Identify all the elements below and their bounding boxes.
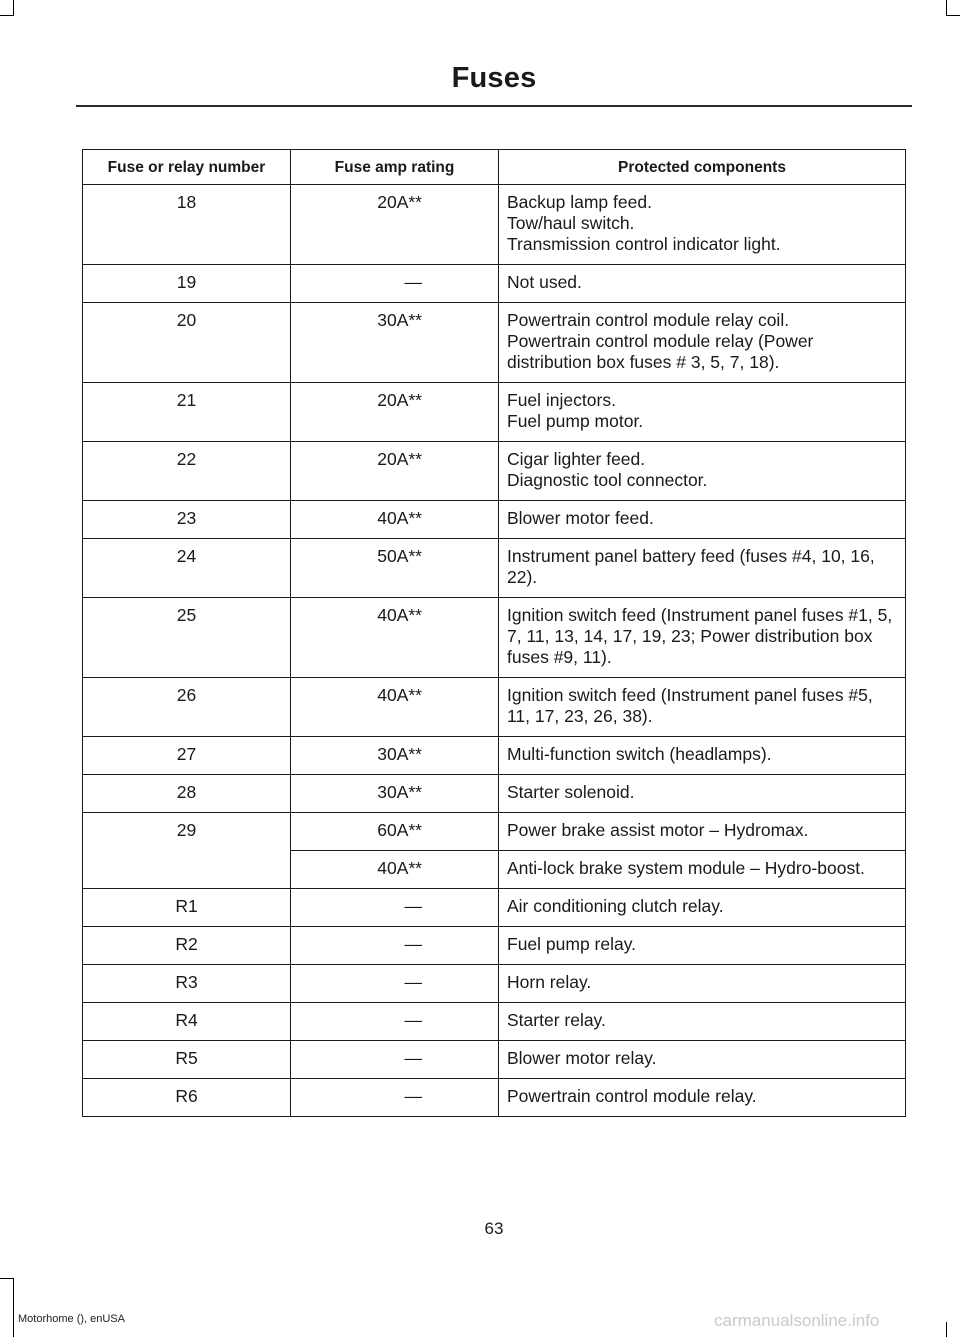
column-header-protected-components: Protected components [499,150,906,185]
amp-rating-cell: 20A** [291,383,499,442]
table-row [83,965,906,1003]
component-line: Blower motor feed. [507,508,654,528]
protected-components-cell [499,927,906,965]
table-row [83,265,906,303]
crop-mark [13,0,14,15]
table-row [83,383,906,442]
component-line: Powertrain control module relay coil. [507,310,790,330]
amp-rating-cell: 40A** [291,598,499,678]
fuse-number-cell: 26 [83,678,291,737]
component-line: Starter solenoid. [507,782,635,802]
component-line: Transmission control indicator light. [507,234,781,254]
table-row [83,889,906,927]
fuse-number-cell: R5 [83,1041,291,1079]
table-row [83,1003,906,1041]
amp-rating-cell: 20A** [291,185,499,265]
table-row [83,539,906,598]
component-line: Powertrain control module relay. [507,1086,757,1106]
table-row [83,442,906,501]
fuse-number-cell: 28 [83,775,291,813]
amp-rating-cell: 40A** [291,501,499,539]
protected-components-cell [499,303,906,383]
protected-components-cell [499,598,906,678]
table-row [83,1041,906,1079]
title-divider [76,105,912,107]
fuse-number-cell: R4 [83,1003,291,1041]
page-title: Fuses [451,62,537,94]
fuse-number-cell: 24 [83,539,291,598]
table-row [83,775,906,813]
protected-components-cell [499,965,906,1003]
amp-rating-cell: 40A** [291,678,499,737]
fuse-number-cell: R3 [83,965,291,1003]
protected-components-cell [499,813,906,851]
table-row [83,501,906,539]
amp-rating-cell: 40A** [291,851,499,889]
amp-rating-cell: — [291,927,499,965]
table-row [83,185,906,265]
amp-rating-cell: 30A** [291,775,499,813]
protected-components-cell [499,737,906,775]
protected-components-cell [499,889,906,927]
component-line: Cigar lighter feed. [507,449,646,469]
component-line: Instrument panel battery feed (fuses #4, 10, 16, 22). [507,546,875,587]
component-line: Horn relay. [507,972,592,992]
fuse-number-cell: 20 [83,303,291,383]
page-number: 63 [484,1219,504,1238]
component-line: Air conditioning clutch relay. [507,896,724,916]
table-row [83,678,906,737]
table-row [83,303,906,383]
protected-components-cell [499,775,906,813]
protected-components-cell [499,1041,906,1079]
amp-rating-cell: 30A** [291,303,499,383]
fuse-number-cell: 23 [83,501,291,539]
crop-mark [946,1322,947,1337]
fuse-number-cell: 18 [83,185,291,265]
table-row [83,1079,906,1117]
watermark-text: carmanualsonline.info [714,1311,880,1330]
fuse-number-cell: 27 [83,737,291,775]
fuse-number-cell: R2 [83,927,291,965]
table-header-row [83,150,906,185]
fuse-number-cell: R6 [83,1079,291,1117]
protected-components-cell [499,1079,906,1117]
fuse-number-cell: R1 [83,889,291,927]
crop-mark [0,15,14,16]
component-line: Ignition switch feed (Instrument panel fuses #5, 11, 17, 23, 26, 38). [507,685,873,726]
column-header-amp-rating: Fuse amp rating [291,150,499,185]
fuse-number-cell: 19 [83,265,291,303]
crop-mark [946,0,947,15]
protected-components-cell [499,265,906,303]
table-body [83,185,906,1117]
fuse-number-cell: 25 [83,598,291,678]
protected-components-cell [499,501,906,539]
fuse-number-cell: 29 [83,813,291,889]
table-row [83,737,906,775]
component-line: Fuel pump motor. [507,411,644,431]
amp-rating-cell: — [291,265,499,303]
amp-rating-cell: 50A** [291,539,499,598]
amp-rating-cell: 30A** [291,737,499,775]
protected-components-cell [499,678,906,737]
crop-mark [13,1278,14,1337]
component-line: Starter relay. [507,1010,606,1030]
protected-components-cell [499,539,906,598]
component-line: Not used. [507,272,582,292]
component-line: Backup lamp feed. [507,192,652,212]
amp-rating-cell: — [291,889,499,927]
fuse-table [82,149,906,1117]
component-line: Powertrain control module relay (Power distribution box fuses # 3, 5, 7, 18). [507,331,814,372]
component-line: Tow/haul switch. [507,213,635,233]
component-line: Anti-lock brake system module – Hydro-boost. [507,858,865,878]
table-row [83,927,906,965]
fuse-number-cell: 22 [83,442,291,501]
component-line: Diagnostic tool connector. [507,470,708,490]
protected-components-cell [499,442,906,501]
amp-rating-cell: — [291,1079,499,1117]
component-line: Ignition switch feed (Instrument panel fuses #1, 5, 7, 11, 13, 14, 17, 19, 23; Power distribution box fuses #9, 11). [507,605,893,667]
protected-components-cell [499,1003,906,1041]
table-row [83,598,906,678]
component-line: Fuel injectors. [507,390,616,410]
amp-rating-cell: — [291,1041,499,1079]
crop-mark [946,15,960,16]
amp-rating-cell: — [291,965,499,1003]
column-header-fuse-number: Fuse or relay number [83,150,291,185]
protected-components-cell [499,383,906,442]
amp-rating-cell: 20A** [291,442,499,501]
component-line: Blower motor relay. [507,1048,657,1068]
amp-rating-cell: — [291,1003,499,1041]
fuse-number-cell: 21 [83,383,291,442]
protected-components-cell [499,185,906,265]
component-line: Fuel pump relay. [507,934,637,954]
component-line: Multi-function switch (headlamps). [507,744,772,764]
amp-rating-cell: 60A** [291,813,499,851]
crop-mark [0,1278,14,1279]
component-line: Power brake assist motor – Hydromax. [507,820,809,840]
protected-components-cell [499,851,906,889]
table-row [83,813,906,851]
footer-text: Motorhome (), enUSA [18,1313,125,1325]
